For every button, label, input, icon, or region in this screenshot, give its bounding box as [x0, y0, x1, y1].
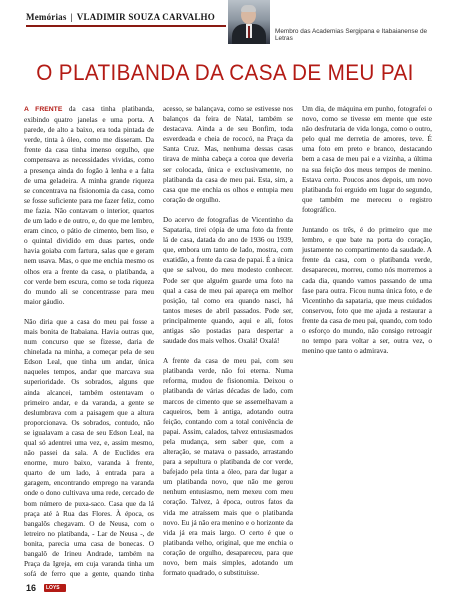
page-footer: [0, 577, 450, 600]
section-name: Memórias: [26, 12, 67, 22]
footer-logo-text: LOYS: [46, 585, 60, 591]
author-name: VLADIMIR SOUZA CARVALHO: [76, 12, 215, 22]
author-photo: [228, 0, 270, 44]
section-separator: |: [70, 12, 73, 22]
article-paragraph: Do acervo de fotografias de Vicentinho da Sapataria, tirei cópia de uma foto da frente lá de casa, datada do ano de 1936 ou 1939, que, embora um tanto de lado, mostra, com exatidão, a frente da casa de papai. É a única que se salvou, do meu modesto conhecer. Pode ser que alguém guarde uma foto na qual a casa de meu pai apareça em melhor posição, tal como era quando nasci, há tantos meses de abril passados. Pode ser, principalmente quando, aqui e ali, fotos antigas são postadas para despertar a saudade dos mais velhos. Oxalá! Oxalá!: [163, 215, 293, 346]
article-paragraph: [24, 104, 154, 307]
article-paragraph: Um dia, de máquina em punho, fotografei o novo, como se tivesse em mente que este não desfrutaria de vida longa, como o outro, pelo qual me derretia de amores, teve. É uma foto em preto e branco, destacando bem a casa de meu pai e a vizinha, a última na sua feição dos meus tempos de menino. Estava certo. Poucos anos depois, um novo platibanda foi erguido em lugar do segundo, que também me mereceu o registro fotográfico.: [302, 105, 432, 214]
article-body: [24, 104, 432, 580]
page-number: 16: [26, 583, 37, 593]
section-label: [26, 12, 215, 22]
page-header: [0, 0, 450, 56]
article-paragraph: Juntando os três, é do primeiro que me lembro, e que bate na porta do coração, justamente no compartimento da saudade. A frente da casa, com o platibanda verde, desapareceu, morreu, como nós morremos a cada dia, quando vamos passando de uma fase para outra. Ficou numa única foto, e de Vicentinho da sapataria, que meus cuidados conservou, foto que me ajuda a restaurar a frente da casa de meu pai, quando, com todo o esforço do mundo, não consigo retroagir no tempo para voltar a ser, outra vez, o menino que tanto o admirava.: [302, 226, 432, 356]
header-rule: [26, 25, 226, 27]
article-title: O PLATIBANDA DA CASA DE MEU PAI: [36, 60, 414, 85]
paragraph-text: da casa tinha platibanda, exibindo quatro janelas e uma porta. A parede, de alto a baixo, era toda pintada de verde, tinta à óleo, como me disseram. Da frente da casa tinha imenso orgulho, que compensava as necessidades vividas, como a presença ainda do fogão à lenha e a falta de uma geladeira. A minha grande riqueza se concentrava na fisionomia da casa, como se fosse suficiente para me fazer feliz, como me fazia. Não contavam o interior, quartos de um lado e de outro, e, do que me lembro, eram cinco, o pátio de cimento, bem liso, e o quintal dividido em duas partes, onde havia goiaba com fartura, salas que e geram nem usava. Mas, o que me enchia mesmo os olhos era a frente da casa, o platibanda, a cor verde bem escura, como se toda riqueza do mundo ali se concentrasse para meu maior gáudio.: [24, 105, 155, 306]
article-lead: A FRENTE: [24, 106, 63, 113]
article-paragraph: A frente da casa de meu pai, com seu platibanda verde, não foi eterna. Numa reforma, mudou de fisionomia. Deixou o platibanda de várias décadas de lado, com marcos de cimento que se assemelhavam a caqueiros, bem à antiga, adotando outra feição, contando com a total conivência de papai. Assim, calados, talvez entusiasmados pela mudança, sem saber que, com a alteração, se matava o passado, arrastando para a sepultura o platibanda de cor verde, bafejado pela tinta a óleo, para dar lugar a um platibanda novo, que não me gerou nenhum entusiasmo, nem mexeu com meu coração. Talvez, à época, outros fatos da vida me atraíssem mais que o platibanda novo. Eu já não era menino e o horizonte da vida já era mais largo. O certo é que o platibanda velho, original, que me enchia o coração de orgulho, desapareceu, para que novo, bem mais simples, adotando um formato quadrado, o substituísse.: [163, 357, 293, 578]
footer-logo: [44, 584, 66, 592]
author-bio: Membro das Academias Sergipana e Itabaianense de Letras: [275, 28, 428, 43]
article-paragraph: Não diria que a casa do meu pai fosse a mais bonita de Itabaiana. Havia outras que, num concurso que se fizesse, daria de chinelada na minha, a começar pela de seu Edson Leal, que tinha um andar, única naqueles tempos, andar que marcava sua superioridade. Os sobrados, alguns que ainda alcancei, também ostentavam o primeiro andar, e da varanda, a gente se deslumbrava com a paisagem que a altura proporcionava. Os sobrados, contudo, não se igualavam a casa de seu Edson Leal, na qual só adentrei uma vez, e, assim mesmo, não passei da sala. A de Euclides era enorme, muro baixo, varanda à frente, quarto de um lado, à entrada para a garagem, encontrando emprego na varanda onde o dono cultivava uma rede, cercado de bom número de puxa-saco. Casa que da lá praça até à Rua das Flores. À época, os bangalôs chegavam. O de Neusa, com o letreiro no platibanda, - Lar de Neusa -, de bonita, parecia uma casa de bonecas. O bangalô de Irineu Andrade, também na Praça da Igreja, em cuja varanda tinha um sofá de ferro que a gente, quando tinha acesso, se balançava, como se estivesse nos balanços da feira de Natal, também se destacava. Ainda a de seu Bonfim, toda esverdeada e cheia de rococó, na Praça da Santa Cruz. Mas, nenhuma dessas casas tirava de minha cabeça a coroa que deveria ser colocada, única e exclusivamente, no platibanda da casa de meu pai. Esta, sim, a casa que me enchia os olhos e entupia meu coração de orgulho.: [24, 105, 293, 579]
